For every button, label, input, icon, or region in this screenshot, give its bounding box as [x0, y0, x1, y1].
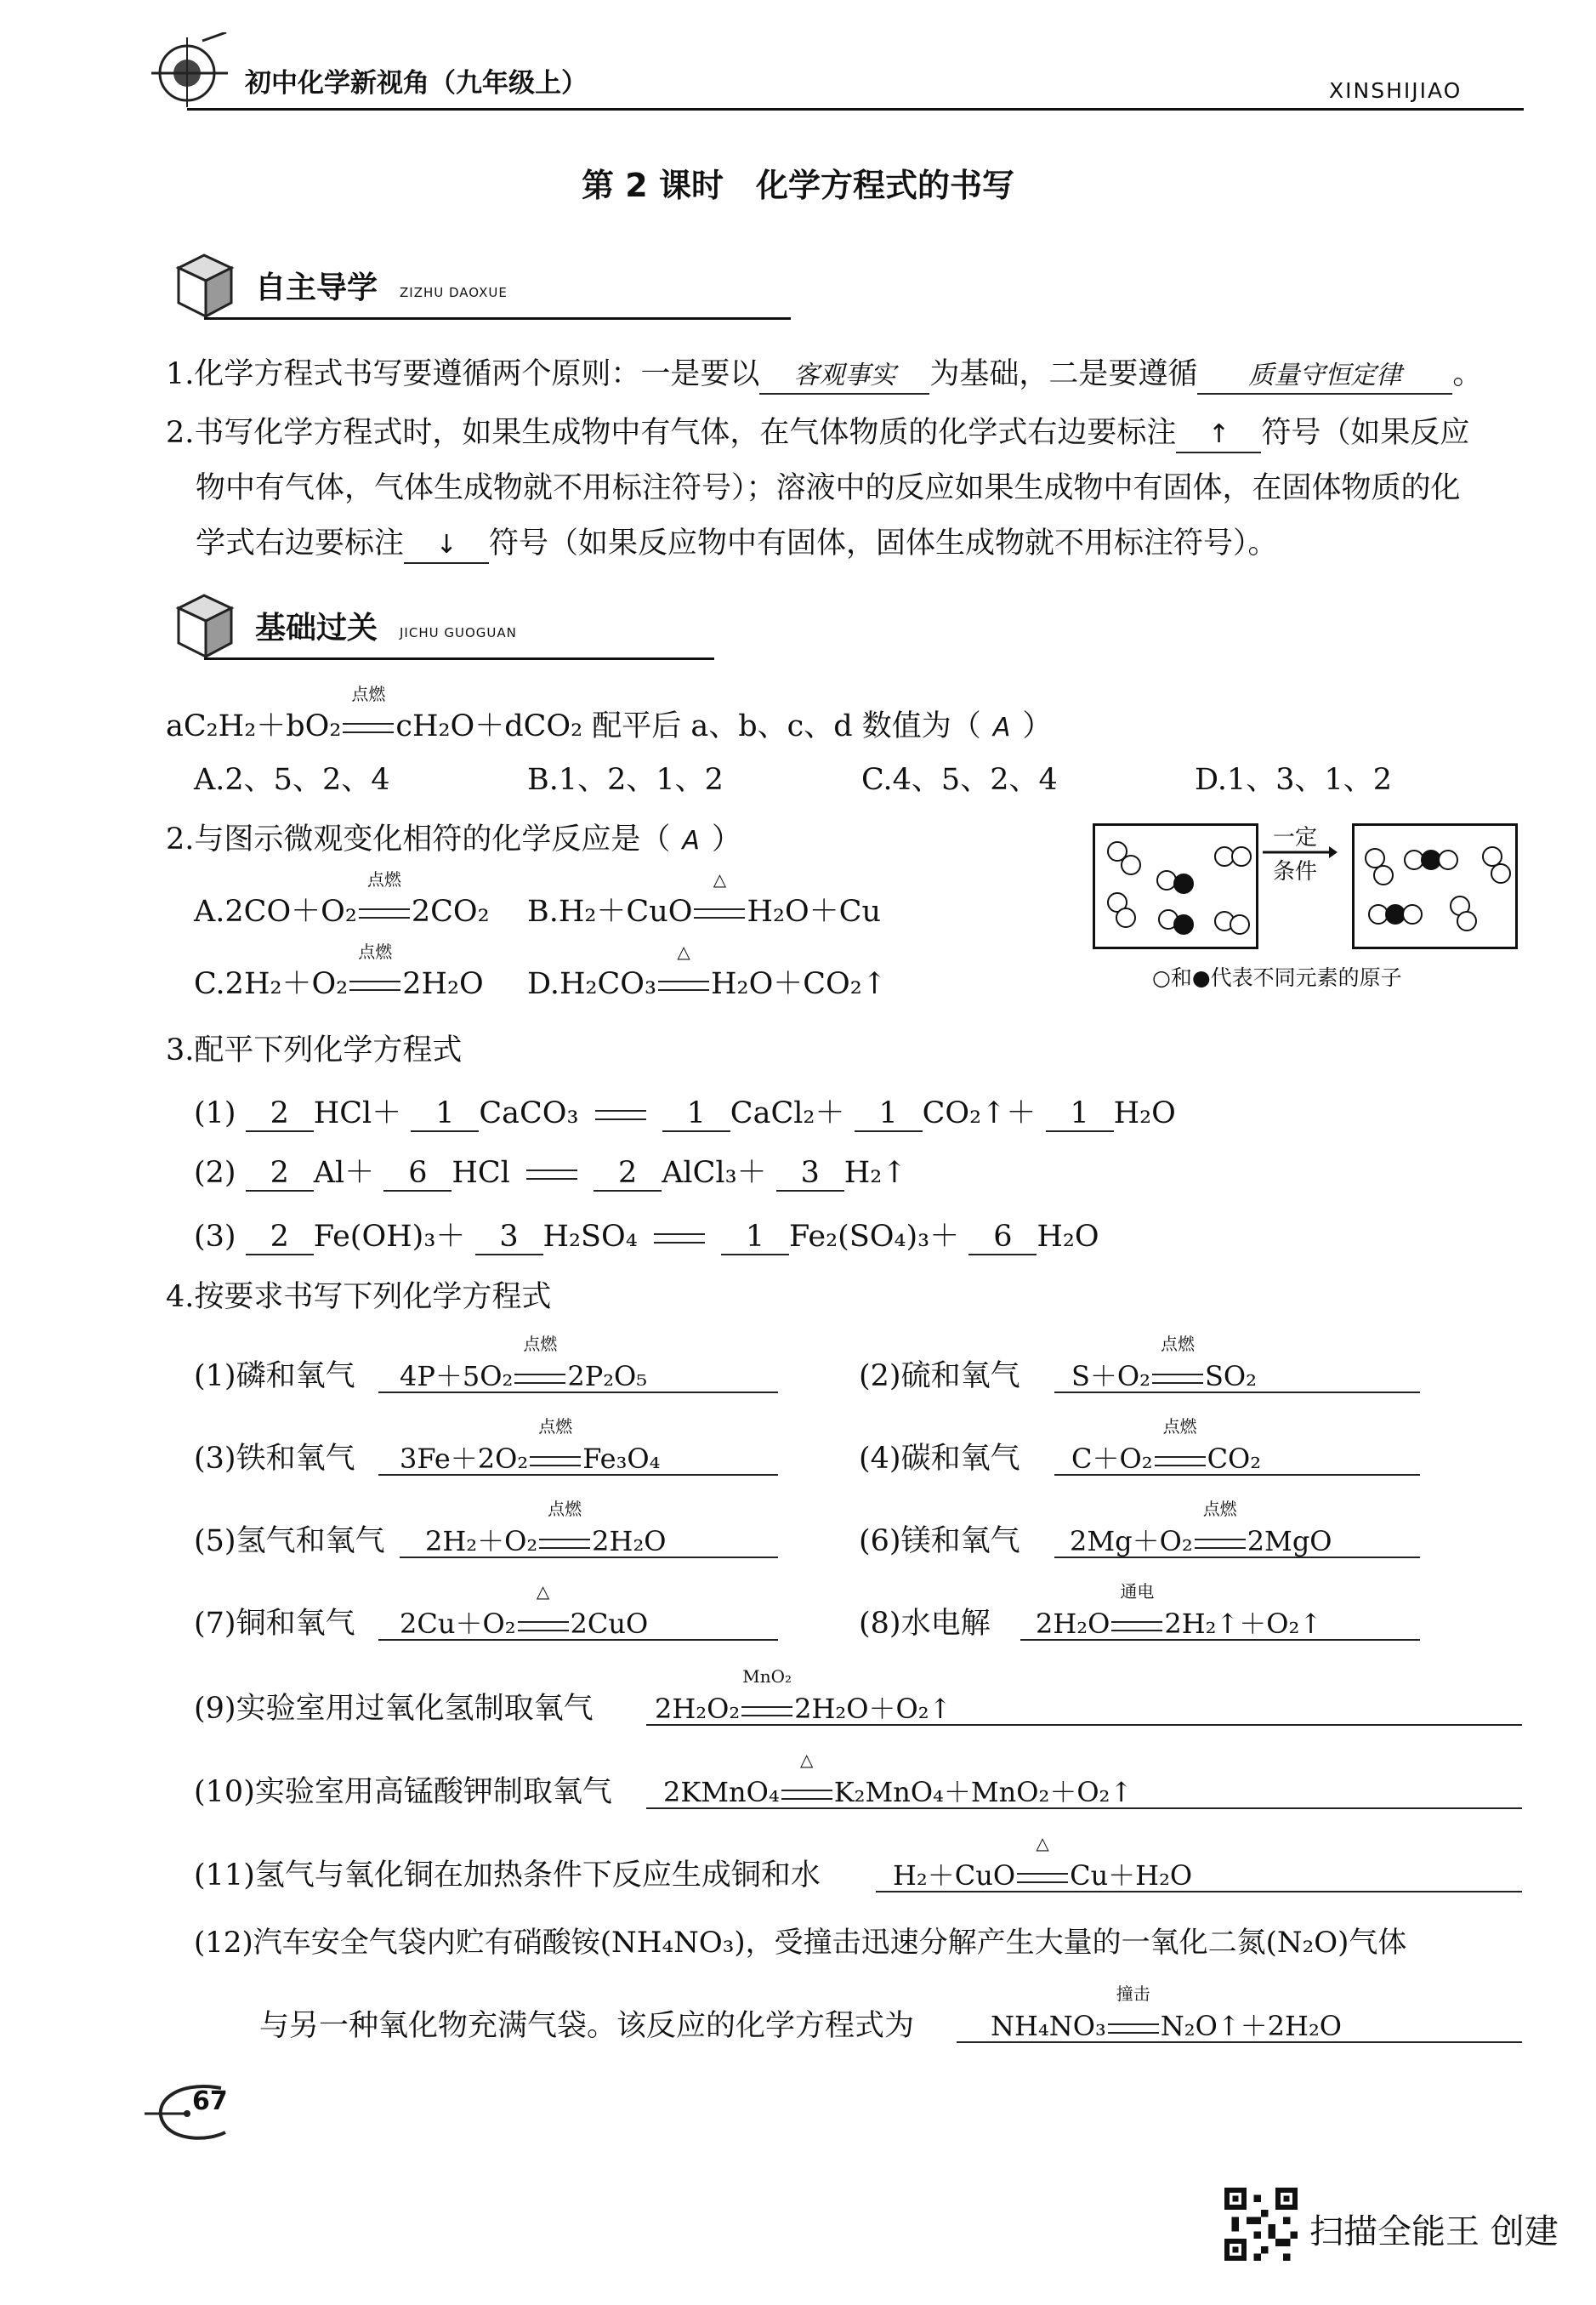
coef-blank[interactable]: 2 — [246, 1096, 314, 1132]
watermark-text: 扫描全能王 创建 — [1309, 2212, 1559, 2251]
coef-blank[interactable]: 1 — [1046, 1096, 1114, 1132]
q4-answer-9[interactable]: 2H₂O₂ MnO₂ 2H₂O＋O₂↑ — [655, 1666, 952, 1725]
coef-blank[interactable]: 3 — [475, 1220, 543, 1255]
answer-underline — [957, 2041, 1522, 2043]
s2-q1-option-c[interactable]: C.4、5、2、4 — [861, 763, 1058, 797]
q4-item-2: (2)硫和氧气 — [859, 1359, 1020, 1393]
s2-q1-option-a[interactable]: A.2、5、2、4 — [194, 763, 390, 797]
s2-q2-option-a[interactable]: A.2CO＋O₂ 点燃 2CO₂ — [194, 869, 490, 929]
q4-item-12-line1: (12)汽车安全气袋内贮有硝酸铵(NH₄NO₃)，受撞击迅速分解产生大量的一氧化二氮(N₂O)气体 — [194, 1926, 1407, 1960]
q4-answer-10[interactable]: 2KMnO₄ △ K₂MnO₄＋MnO₂＋O₂↑ — [663, 1750, 1133, 1808]
coef-blank[interactable]: 2 — [246, 1220, 314, 1255]
q4-item-5: (5)氢气和氧气 — [194, 1524, 385, 1558]
coef-blank[interactable]: 1 — [662, 1096, 730, 1132]
reaction-condition: 点燃 — [359, 893, 410, 931]
q4-answer-1[interactable]: 4P＋5O₂ 点燃 2P₂O₅ — [400, 1334, 648, 1392]
arrow-label-2: 条件 — [1273, 859, 1318, 885]
section-title: 基础过关 — [255, 611, 378, 646]
reaction-equals — [595, 1110, 646, 1120]
s2-q2-option-b[interactable]: B.H₂＋CuO △ H₂O＋Cu — [527, 869, 882, 929]
q4-item-12-line2: 与另一种氧化物充满气袋。该反应的化学方程式为 — [259, 2009, 915, 2043]
s1-q2-line3: 学式右边要标注 ↓ 符号（如果反应物中有固体，固体生成物就不用标注符号）。 — [196, 525, 1278, 564]
q4-item-9: (9)实验室用过氧化氢制取氧气 — [194, 1692, 594, 1726]
q4-item-7: (7)铜和氧气 — [194, 1607, 355, 1641]
q4-answer-4[interactable]: C＋O₂ 点燃 CO₂ — [1071, 1416, 1262, 1475]
diagram-caption: ○和●代表不同元素的原子 — [1152, 965, 1402, 990]
s2-q1-option-b[interactable]: B.1、2、1、2 — [527, 763, 724, 797]
s2-q3-item3: (3) 2 Fe(OH)₃＋ 3 H₂SO₄ 1 Fe₂(SO₄)₃＋ 6 H₂O — [194, 1220, 1099, 1254]
s2-q3-item1: (1) 2 HCl＋ 1 CaCO₃ 1 CaCl₂＋ 1 CO₂↑＋ 1 H₂O — [194, 1096, 1176, 1130]
lesson-title: 第 2 课时 化学方程式的书写 — [582, 167, 1014, 204]
coef-blank[interactable]: 6 — [968, 1220, 1037, 1255]
answer-underline — [1054, 1392, 1420, 1393]
section-underline — [204, 657, 714, 660]
product-box — [1352, 823, 1518, 949]
answer-underline — [1054, 1474, 1420, 1476]
coef-blank[interactable]: 2 — [594, 1156, 662, 1192]
q4-answer-11[interactable]: H₂＋CuO △ Cu＋H₂O — [893, 1833, 1193, 1892]
reaction-condition: △ — [694, 893, 745, 931]
compass-logo-icon — [143, 32, 236, 109]
q4-item-8: (8)水电解 — [859, 1607, 991, 1641]
q4-item-3: (3)铁和氧气 — [194, 1442, 355, 1476]
q4-answer-3[interactable]: 3Fe＋2O₂ 点燃 Fe₃O₄ — [400, 1416, 661, 1475]
section-title: 自主导学 — [255, 270, 378, 305]
section-pinyin: ZIZHU DAOXUE — [400, 285, 508, 300]
q4-item-11: (11)氢气与氧化铜在加热条件下反应生成铜和水 — [194, 1858, 821, 1892]
answer-blank[interactable]: ↓ — [404, 528, 489, 564]
answer-blank[interactable]: 质量守恒定律 — [1197, 359, 1452, 395]
reactant-box — [1093, 823, 1258, 949]
coef-blank[interactable]: 2 — [246, 1156, 314, 1192]
answer-blank[interactable]: 客观事实 — [759, 359, 929, 395]
reaction-condition: 点燃 — [343, 708, 394, 745]
coef-blank[interactable]: 3 — [776, 1156, 844, 1192]
cube-icon — [170, 247, 238, 323]
header-pinyin: XINSHIJIAO — [1329, 78, 1463, 103]
coef-blank[interactable]: 1 — [411, 1096, 479, 1132]
qr-code-icon — [1224, 2188, 1298, 2261]
answer-underline — [1054, 1557, 1420, 1558]
q4-answer-12[interactable]: NH₄NO₃ 撞击 N₂O↑＋2H₂O — [991, 1983, 1343, 2042]
answer-underline — [646, 1724, 1522, 1726]
s2-q1-option-d[interactable]: D.1、3、1、2 — [1195, 763, 1393, 797]
q4-item-6: (6)镁和氧气 — [859, 1524, 1020, 1558]
q4-item-4: (4)碳和氧气 — [859, 1442, 1020, 1476]
answer-underline — [400, 1557, 778, 1558]
s2-q4-stem: 4.按要求书写下列化学方程式 — [166, 1280, 552, 1314]
reaction-condition: 点燃 — [349, 965, 400, 1003]
q4-answer-5[interactable]: 2H₂＋O₂ 点燃 2H₂O — [425, 1499, 667, 1557]
s2-q2-option-d[interactable]: D.H₂CO₃ △ H₂O＋CO₂↑ — [527, 942, 888, 1001]
arrow-right-icon — [1261, 844, 1338, 861]
s2-q2-option-c[interactable]: C.2H₂＋O₂ 点燃 2H₂O — [194, 942, 484, 1001]
section-pinyin: JICHU GUOGUAN — [400, 625, 517, 640]
q4-answer-2[interactable]: S＋O₂ 点燃 SO₂ — [1071, 1334, 1257, 1392]
q4-item-10: (10)实验室用高锰酸钾制取氧气 — [194, 1775, 612, 1809]
q4-answer-6[interactable]: 2Mg＋O₂ 点燃 2MgO — [1070, 1499, 1332, 1557]
answer-blank[interactable]: ↑ — [1176, 418, 1261, 453]
book-title: 初中化学新视角（九年级上） — [245, 68, 588, 99]
q4-answer-7[interactable]: 2Cu＋O₂ △ 2CuO — [400, 1581, 649, 1640]
answer-underline — [646, 1807, 1522, 1809]
answer-underline — [378, 1639, 778, 1641]
header-rule — [187, 108, 1524, 111]
section-header-zizhu — [170, 251, 791, 310]
q4-answer-8[interactable]: 2H₂O 通电 2H₂↑＋O₂↑ — [1036, 1581, 1323, 1640]
answer-underline — [876, 1891, 1522, 1892]
coef-blank[interactable]: 1 — [855, 1096, 923, 1132]
section-header-jichu — [170, 591, 791, 651]
s2-q3-item2: (2) 2 Al＋ 6 HCl 2 AlCl₃＋ 3 H₂↑ — [194, 1156, 907, 1190]
s2-q1: aC₂H₂＋bO₂ 点燃 cH₂O＋dCO₂ 配平后 a、b、c、d 数值为（ A ） — [166, 684, 1053, 743]
s2-q3-stem: 3.配平下列化学方程式 — [166, 1033, 463, 1067]
reaction-equals — [526, 1170, 577, 1180]
cube-icon — [170, 587, 238, 663]
reaction-diagram — [1093, 823, 1526, 993]
s1-q2-line1: 2.书写化学方程式时，如果生成物中有气体，在气体物质的化学式右边要标注 ↑ 符号（如果反应 — [166, 414, 1469, 453]
q4-item-1: (1)磷和氧气 — [194, 1359, 355, 1393]
reaction-equals — [654, 1233, 705, 1244]
section-underline — [204, 317, 791, 320]
s2-q2-stem: 2.与图示微观变化相符的化学反应是（ A ） — [166, 822, 741, 857]
reaction-condition: △ — [658, 965, 709, 1003]
header-logo — [143, 32, 236, 109]
answer-underline — [378, 1474, 778, 1476]
page-number: 67 — [192, 2086, 228, 2116]
s1-q1: 1.化学方程式书写要遵循两个原则：一是要以 客观事实 为基础，二是要遵循 质量守恒定律 。 — [166, 356, 1482, 395]
answer-underline — [1020, 1639, 1420, 1641]
coef-blank[interactable]: 1 — [721, 1220, 789, 1255]
choice-answer[interactable]: A — [682, 826, 700, 856]
coef-blank[interactable]: 6 — [383, 1156, 452, 1192]
arrow-label-1: 一定 — [1273, 825, 1318, 851]
choice-answer[interactable]: A — [992, 713, 1011, 743]
answer-underline — [378, 1392, 778, 1393]
s1-q2-line2: 物中有气体，气体生成物就不用标注符号）；溶液中的反应如果生成物中有固体，在固体物质的化 — [196, 471, 1461, 505]
